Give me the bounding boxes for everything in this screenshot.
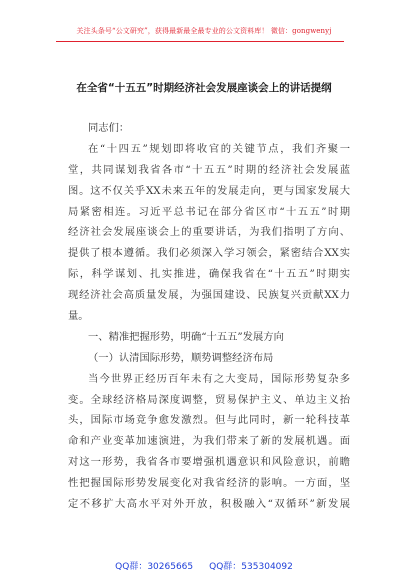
document-title: 在全省“十五五”时期经济社会发展座谈会上的讲话提纲	[76, 82, 332, 94]
paragraph-line: 当今世界正经历百年未有之大变局，国际形势复杂多	[88, 372, 350, 385]
paragraph-line: 命和产业变革加速演进，为我们带来了新的发展机遇。面	[68, 435, 350, 448]
paragraph-line: 定不移扩大高水平对外开放，积极融入“双循环”新发展	[68, 498, 350, 511]
footer-qq-groups	[0, 559, 408, 572]
salutation: 同志们：	[88, 122, 130, 134]
paragraph-line: 对这一形势，我省各市要增强机遇意识和风险意识，前瞻	[68, 456, 350, 469]
section-heading: 一、精准把握形势，明确“十五五”发展方向	[88, 330, 284, 343]
paragraph-line: 变。全球经济格局深度调整，贸易保护主义、单边主义抬	[68, 393, 350, 406]
paragraph-line: 在“十四五”规划即将收官的关键节点，我们齐聚一	[88, 142, 350, 155]
paragraph-line: 性把握国际形势发展变化对我省经济的影响。一方面，坚	[68, 477, 350, 490]
footer-qq-group-1: QQ群：30265665	[115, 562, 194, 572]
paragraph-line: 局紧密相连。习近平总书记在部分省区市“十五五”时期	[68, 205, 350, 218]
paragraph-line: 堂，共同谋划我省各市“十五五”时期的经济社会发展蓝	[68, 163, 350, 176]
paragraph-line: 提供了根本遵循。我们必须深入学习领会，紧密结合XX实	[68, 247, 350, 260]
header-promo-note: 关注头条号“公文研究”，获得最新最全最专业的公文资料库！ 微信：gongwenyj	[76, 27, 332, 35]
footer-qq-group-2: QQ群：535304092	[209, 562, 293, 572]
paragraph-line: 际，科学谋划、扎实推进，确保我省在“十五五”时期实	[68, 268, 350, 281]
paragraph-line: 量。	[68, 310, 89, 323]
paragraph-line: 现经济社会高质量发展，为强国建设、民族复兴贡献XX力	[68, 289, 350, 302]
paragraph-line: 头，国际市场竞争愈发激烈。但与此同时，新一轮科技革	[68, 414, 350, 427]
paragraph-line: 图。这不仅关乎XX未来五年的发展走向，更与国家发展大	[68, 184, 350, 197]
header-divider	[56, 41, 344, 42]
paragraph-line: 经济社会发展座谈会上的重要讲话，为我们指明了方向、	[68, 226, 350, 239]
document-body	[68, 118, 350, 515]
subsection-heading: （一）认清国际形势，顺势调整经济布局	[88, 351, 274, 364]
